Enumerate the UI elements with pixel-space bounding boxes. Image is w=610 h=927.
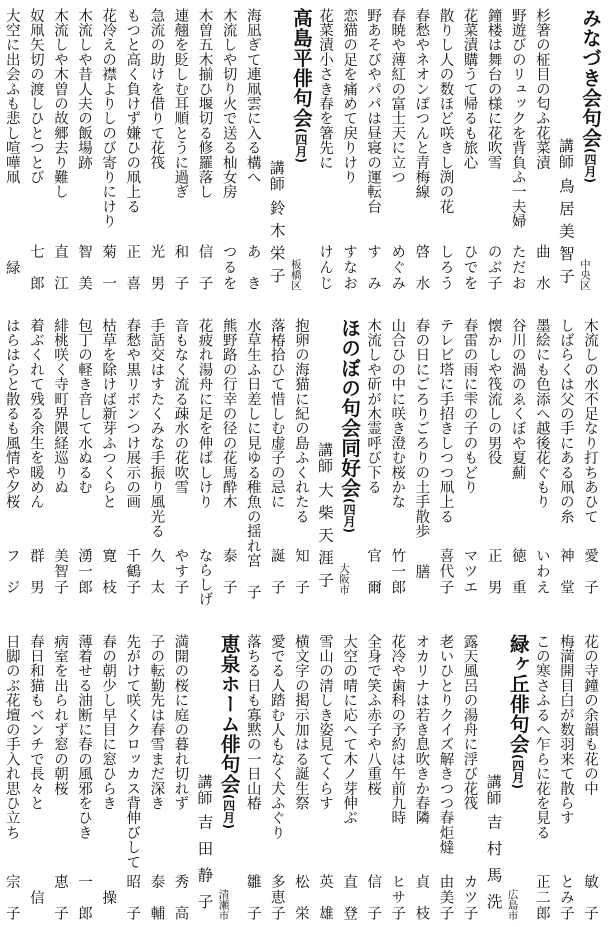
haiku-author: 英雄 [316, 874, 333, 920]
haiku-text: 水草生ふ日差しに見ゆる稚魚の揺れ [244, 318, 261, 554]
lecturer-label: 講師 [315, 441, 334, 474]
haiku-author: マツエ [461, 548, 478, 594]
haiku-text: 大空の晴に応へて木ノ芽伸ぶ [341, 634, 358, 826]
haiku-text: 墨絵にも色添へ越後花ぐもり [533, 318, 550, 510]
haiku-text: 海凪ぎて連凧雲に入る構へ [244, 8, 261, 185]
club-title: ほのぼの句会同好会 [338, 318, 362, 498]
haiku-column [241, 8, 265, 290]
haiku-text: 懐かしや筏流しの男役 [485, 318, 502, 465]
haiku-text: 花疲れ湯舟に足を伸ばしけり [196, 318, 213, 510]
haiku-text: 花菜漬小さき春を箸先に [316, 8, 333, 170]
haiku-author: 光男 [148, 244, 165, 290]
haiku-author: しろう [437, 244, 454, 290]
haiku-author: 直登 [341, 874, 358, 920]
haiku-text: 花菜漬購うて帰るも旅心 [461, 8, 478, 170]
haiku-author: 多恵子 [268, 874, 285, 920]
haiku-text: 落ちる日も寡黙の一日山椿 [244, 634, 261, 811]
haiku-column [72, 634, 96, 920]
haiku-text: オカリナは若き息吹きか春隣 [413, 634, 430, 826]
haiku-text: 春愁やネオンぽつんと青梅線 [413, 8, 430, 200]
haiku-text: 木曽五木揃ひ堰切る修羅落し [196, 8, 213, 200]
haiku-text: 木流しや木曽の故郷去り難し [51, 8, 68, 200]
club-title: 緑ヶ丘俳句会 [506, 634, 530, 754]
haiku-text: 薄着せる油断に春の風邪をひき [76, 634, 93, 840]
lecturer-name: 鈴木栄子 [267, 200, 286, 290]
haiku-column [144, 318, 168, 594]
haiku-author: 信子 [196, 244, 213, 290]
haiku-text: 老いひとりクイズ解きつつ春炬燵 [437, 634, 454, 855]
haiku-author: ただお [509, 244, 526, 290]
haiku-author: 膳 [413, 563, 430, 579]
haiku-author: カツ子 [461, 874, 478, 920]
club-title: 恵泉ホーム俳句会 [217, 634, 241, 794]
lecturer-name: 吉田静子 [195, 814, 214, 920]
haiku-author: 信子 [365, 874, 382, 920]
haiku-author: 湧一郎 [76, 548, 93, 594]
haiku-column [578, 318, 602, 594]
haiku-column [120, 634, 144, 920]
haiku-column [48, 634, 72, 920]
haiku-text: 山合ひの中に咲き澄む桜かな [389, 318, 406, 510]
haiku-author: 貞枝 [413, 874, 430, 920]
haiku-column [530, 8, 554, 290]
club-ward: 板橋区 [289, 258, 302, 290]
haiku-author: 群男 [27, 548, 44, 594]
club-heading [578, 8, 602, 183]
band-2 [0, 634, 610, 920]
haiku-text: 杉箸の柾目の匂ふ花菜漬 [533, 8, 550, 170]
haiku-author: 徳重 [509, 548, 526, 594]
haiku-column [96, 8, 120, 290]
haiku-text: 雪山の清しき姿見てくらす [316, 634, 333, 811]
haiku-author: けんじ [316, 244, 333, 290]
haiku-author: 竹一郎 [389, 548, 406, 594]
club-ward: 広島市 [506, 888, 519, 920]
club-ward: 大阪市 [337, 562, 350, 594]
haiku-author: 正男 [485, 548, 502, 594]
lecturer-column [313, 318, 337, 594]
haiku-author: 智美 [76, 244, 93, 290]
haiku-author: すみ [365, 244, 382, 290]
haiku-column [289, 318, 313, 594]
haiku-text: 急流の助けを借りて花筏 [148, 8, 165, 170]
haiku-column [433, 318, 457, 594]
club-heading [506, 634, 530, 789]
band-0 [0, 8, 610, 290]
haiku-column [554, 634, 578, 920]
haiku-text: 着ぶくれて残る余生を暖めん [27, 318, 44, 510]
haiku-author: 操 [100, 889, 117, 905]
haiku-author: あき [244, 244, 261, 290]
haiku-column [313, 634, 337, 920]
haiku-author: 泰輔 [148, 874, 165, 920]
club-title-column [289, 8, 313, 290]
lecturer-column [482, 634, 506, 920]
haiku-column [120, 8, 144, 290]
lecturer-column [192, 634, 216, 920]
haiku-column [433, 8, 457, 290]
club-heading [217, 634, 241, 829]
haiku-author: とみ子 [557, 874, 574, 920]
haiku-column [96, 318, 120, 594]
haiku-column [361, 634, 385, 920]
haiku-text: この寒さふるへ乍らに花を見る [533, 634, 550, 840]
haiku-column [0, 8, 24, 290]
haiku-author: 松栄 [292, 874, 309, 920]
haiku-column [0, 318, 24, 594]
haiku-column [457, 318, 481, 594]
haiku-column [457, 634, 481, 920]
haiku-column [24, 318, 48, 594]
haiku-text: 春雷の雨に雫の子のもどり [461, 318, 478, 495]
haiku-text: 木流しの水不足なり打ちあひて [582, 318, 598, 524]
haiku-text: 日脚のぶ花壇の手入れ思ひ立ち [3, 634, 20, 840]
haiku-column [409, 634, 433, 920]
haiku-column [96, 634, 120, 920]
haiku-author: 寛枝 [100, 548, 117, 594]
haiku-text: 音もなく流る疎水の花吹雪 [172, 318, 189, 495]
haiku-author: 雛子 [244, 874, 261, 920]
haiku-column [313, 8, 337, 290]
club-month: (四月) [342, 498, 357, 533]
haiku-column [48, 8, 72, 290]
haiku-column [48, 318, 72, 594]
club-heading [289, 8, 313, 163]
haiku-column [337, 8, 361, 290]
haiku-author: めぐみ [389, 244, 406, 290]
haiku-author: 官爾 [365, 548, 382, 594]
haiku-author: 秀高 [172, 874, 189, 920]
haiku-column [168, 8, 192, 290]
haiku-author: 直江 [51, 244, 68, 290]
haiku-text: 露天風呂の湯舟に浮び花筏 [461, 634, 478, 811]
haiku-text: 散りし人の数ほど咲きし渕の花 [437, 8, 454, 214]
haiku-author: 宮子 [244, 553, 261, 600]
haiku-text: 花の寺鐘の余韻も花の中 [582, 634, 598, 796]
haiku-text: 熊野路の行幸の径の花馬酔木 [220, 318, 237, 510]
haiku-author: 愛子 [582, 548, 598, 594]
haiku-text: 春愁や黒リボンつけ展示の画 [124, 318, 141, 510]
haiku-column [192, 318, 216, 606]
haiku-column [192, 8, 216, 290]
lecturer-name: 鳥居美智子 [556, 177, 575, 290]
haiku-author: のぶ子 [485, 244, 502, 290]
club-month: (四月) [221, 794, 236, 829]
haiku-column [241, 634, 265, 920]
haiku-text: もつと高く負けず嫌ひの凧上る [124, 8, 141, 214]
haiku-author: 宗子 [3, 874, 20, 920]
haiku-column [482, 318, 506, 594]
lecturer-column [554, 8, 578, 290]
haiku-text: はらはらと散るも風情や夕桜 [3, 318, 20, 510]
club-heading [337, 318, 361, 533]
haiku-text: テレビ塔に手招きしつつ凧上る [437, 318, 454, 524]
haiku-column [289, 634, 313, 920]
haiku-text: 全身で笑ふ赤子や八重桜 [365, 634, 382, 796]
club-month: (四月) [583, 148, 597, 183]
haiku-author: 正喜 [124, 244, 141, 290]
lecturer-label: 講師 [556, 137, 575, 170]
haiku-author: 啓水 [413, 244, 430, 290]
haiku-column [144, 634, 168, 920]
club-title: みなづき会句会 [579, 8, 602, 148]
haiku-text: 大空に出会ふも悲し喧嘩凧 [3, 8, 20, 185]
haiku-column [457, 8, 481, 290]
haiku-column [554, 318, 578, 594]
haiku-text: 花冷や歯科の予約は午前九時 [389, 634, 406, 826]
haiku-author: 菊一 [100, 244, 117, 290]
haiku-column [217, 8, 241, 290]
haiku-text: 春の朝少し早目に窓ひらき [100, 634, 117, 811]
haiku-column [168, 318, 192, 594]
haiku-column [409, 8, 433, 290]
haiku-author: 由美子 [437, 874, 454, 920]
haiku-author: いわえ [533, 548, 550, 594]
haiku-column [385, 318, 409, 594]
lecturer-label: 講師 [484, 774, 503, 806]
haiku-author: 久太 [148, 548, 165, 594]
haiku-column [530, 318, 554, 594]
haiku-text: 落椿拾ひて惜しむ虚子の忌に [268, 318, 285, 510]
haiku-text: 連翹を貶しむ耳順とうに過ぎ [172, 8, 189, 200]
haiku-text: 手話交はすたくみな手振り風光る [148, 318, 165, 539]
haiku-author: ヒサ子 [389, 874, 406, 920]
haiku-author: 七郎 [27, 244, 44, 290]
haiku-column [168, 634, 192, 920]
haiku-column [482, 8, 506, 290]
haiku-column [120, 318, 144, 594]
haiku-author: 正二郎 [533, 874, 550, 920]
haiku-author: 知子 [292, 548, 309, 594]
club-month: (四月) [293, 128, 308, 163]
haiku-author: やす子 [172, 548, 189, 594]
haiku-text: 谷川の渦のゑくぼや夏薊 [509, 318, 526, 480]
haiku-author: 一郎 [76, 874, 93, 920]
haiku-column [144, 8, 168, 290]
haiku-text: 木流しや斫が木霊呼び下る [365, 318, 382, 495]
haiku-column [24, 8, 48, 290]
haiku-author: 美智子 [51, 548, 68, 594]
haiku-column [24, 634, 48, 920]
haiku-text: 野遊びのリュックを背負ふ一夫婦 [509, 8, 526, 229]
haiku-column [0, 634, 24, 920]
haiku-column [241, 318, 265, 600]
haiku-column [530, 634, 554, 920]
haiku-text: 野あそびやパパは昼寝の運転台 [365, 8, 382, 214]
haiku-author: 信 [27, 889, 44, 905]
haiku-column [385, 634, 409, 920]
haiku-text: しばらくは父の手にある凧の糸 [557, 318, 574, 524]
haiku-author: すなお [341, 244, 358, 290]
haiku-column [506, 8, 530, 290]
haiku-author: 喜代子 [437, 548, 454, 594]
haiku-column [72, 8, 96, 290]
haiku-column [72, 318, 96, 594]
haiku-column [578, 634, 602, 920]
haiku-author: 和子 [172, 244, 189, 290]
haiku-text: 抱卵の海猫に紀の島ふくれたる [292, 318, 309, 524]
haiku-text: 病室を出られず窓の朝桜 [51, 634, 68, 796]
haiku-text: 横文字の掲示加はる誕生祭 [292, 634, 309, 811]
haiku-author: ひでを [461, 244, 478, 290]
haiku-author: 千鶴子 [124, 548, 141, 594]
haiku-text: 奴凧矢切の渡しひとつとび [27, 8, 44, 185]
haiku-text: 先がけて咲くクロッカス背伸びして [124, 634, 141, 870]
haiku-text: 春の日にごろりごろりの土手散歩 [413, 318, 430, 539]
haiku-text: 花冷えの襟よりしのび寄りにけり [100, 8, 117, 229]
haiku-author: 誕子 [268, 548, 285, 594]
haiku-column [265, 318, 289, 594]
haiku-text: 鐘楼は舞台の様に花吹雪 [485, 8, 502, 170]
haiku-text: 緋桃咲く寺町界隈経巡りぬ [51, 318, 68, 495]
haiku-author: 緑 [3, 259, 20, 275]
haiku-text: 満開の桜に庭の暮れ切れず [172, 634, 189, 811]
haiku-text: 木流しや切り火で送る杣女房 [220, 8, 237, 200]
haiku-author: 恵子 [51, 874, 68, 920]
haiku-text: 恋猫の足を痛めて戻りけり [341, 8, 358, 185]
club-title-column [506, 634, 530, 920]
club-title-column [217, 634, 241, 920]
haiku-column [385, 8, 409, 290]
haiku-column [217, 318, 241, 594]
club-title-column [578, 8, 602, 290]
haiku-text: 梅満開目白が数羽来て散らす [557, 634, 574, 826]
club-title: 高島平俳句会 [289, 8, 313, 128]
haiku-text: 春暁や薄紅の富士天に立つ [389, 8, 406, 185]
haiku-column [506, 318, 530, 594]
haiku-column [433, 634, 457, 920]
haiku-column [337, 634, 361, 920]
haiku-text: 枯草を除けば新芽ふつくらと [100, 318, 117, 510]
haiku-column [409, 318, 433, 594]
haiku-author: ならしげ [196, 548, 213, 606]
club-ward: 中央区 [578, 258, 591, 290]
band-1 [0, 318, 610, 606]
haiku-author: 敏子 [582, 874, 598, 920]
haiku-text: 包丁の軽き音して水ぬるむ [76, 318, 93, 495]
haiku-column [361, 8, 385, 290]
haiku-text: 春日和猫もベンチで長々と [27, 634, 44, 811]
lecturer-name: 大柴天涯子 [315, 481, 334, 594]
haiku-author: 昭子 [124, 874, 141, 920]
lecturer-label: 講師 [267, 160, 286, 192]
haiku-text: 子の転勤先は春雪まだ深き [148, 634, 165, 811]
haiku-author: フジ [3, 548, 20, 594]
haiku-text: 木流しや昔人夫の飯場跡 [76, 8, 93, 170]
club-month: (四月) [510, 754, 525, 789]
club-title-column [337, 318, 361, 594]
haiku-column [265, 634, 289, 920]
haiku-author: 曲水 [533, 244, 550, 290]
lecturer-label: 講師 [195, 774, 214, 806]
haiku-author: 泰子 [220, 548, 237, 594]
club-ward: 清瀬市 [217, 888, 230, 920]
haiku-text: 愛でる人踏む人もなく犬ふぐり [268, 634, 285, 840]
haiku-author: つるを [220, 244, 237, 290]
lecturer-name: 吉村馬洗 [484, 814, 503, 920]
haiku-column [361, 318, 385, 594]
haiku-author: 神堂 [557, 548, 574, 594]
lecturer-column [265, 8, 289, 290]
